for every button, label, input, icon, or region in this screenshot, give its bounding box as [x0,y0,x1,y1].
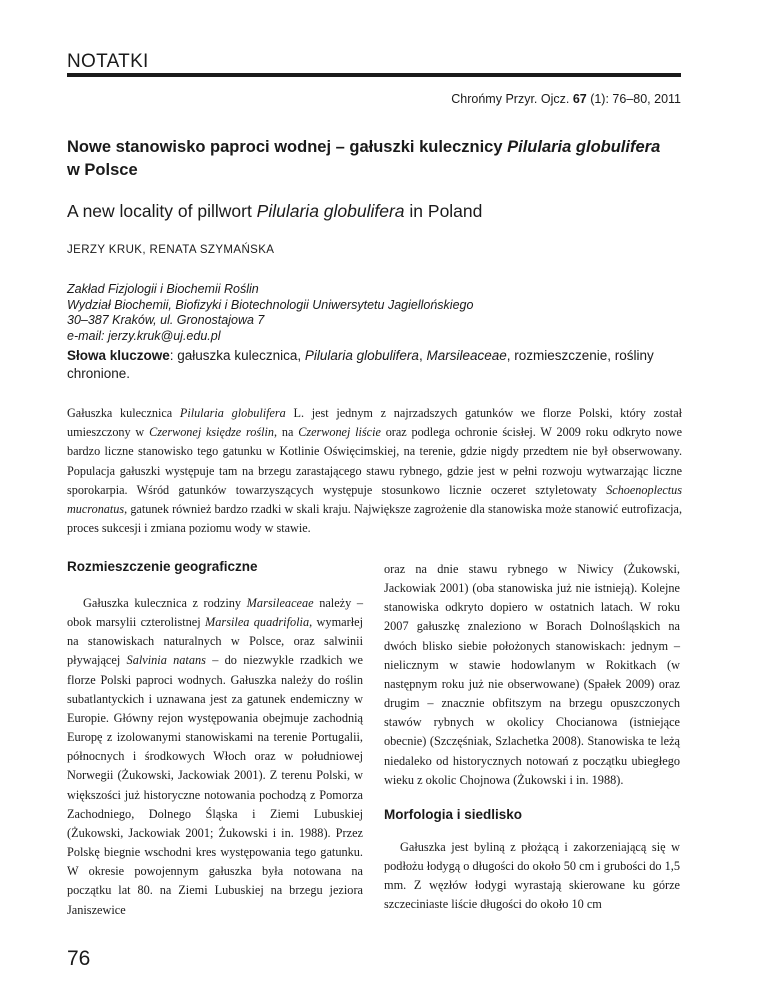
keywords-label: Słowa kluczowe [67,348,170,363]
paragraph-text: – do niezwykle rzadkich we florze Polski paproci wodnych. Gałuszka należy do roślin subatlantyckich i uznawana jest za gatunek endemiczny w Europie. Główny rejon występowania obejmuje zachodnią Europę z izolowanymi stanowiskami na terenie Portugalii, północnych i środkowych Włoch oraz w południowej Norwegii (Żukowski, Jackowiak 2001). Z terenu Polski, w większości już historyczne notowania pochodzą z Pomorza Zachodniego, Dolnego Śląska i Ziemi Lubuskiej (Żukowski, Jackowiak 2001; Żukowski i in. 1988). Przez Polskę biegnie wschodni kres występowania tego gatunku. W okresie powojennym gałuszka była notowana na początku lat 80. na Ziemi Lubuskiej na brzegu jeziora Janiszewice [67,653,363,917]
affiliation [67,282,687,344]
column-left [67,558,363,920]
page-number: 76 [67,947,91,970]
keywords [67,347,687,383]
affiliation-line: 30–387 Kraków, ul. Gronostajowa 7 [67,313,265,327]
abstract-text: Gałuszka kulecznica [67,406,180,420]
column-right [384,560,680,915]
citation-volume: 67 [572,92,587,106]
paragraph: Gałuszka jest byliną z płożącą i zakorzeniającą się w podłożu łodygą o długości do około 50 cm i grubości do 1,5 mm. Z węzłów łodygi wyrastają skierowane ku górze szczeciniaste liście długości do około 10 cm [384,839,680,912]
keywords-text: , [418,348,427,363]
citation-prefix: Chrońmy Przyr. Ojcz. [451,92,573,106]
abstract-text: L. jest jednym z najrzadszych gatunków we florze Polski, który został umieszczony w [67,406,682,440]
email-line: e-mail: jerzy.kruk@uj.edu.pl [67,328,221,343]
keywords-text: : gałuszka kulecznica, [169,348,305,363]
header-rule [67,73,681,77]
title-en-suffix: in Poland [404,201,483,221]
title-pl-text: Nowe stanowisko paproci wodnej – gałuszki kulecznicy [67,138,508,156]
abstract-italic: Czerwonej liście [298,425,381,440]
article-title-polish [67,136,687,182]
section-heading: Rozmieszczenie geograficzne [67,559,258,574]
abstract-text: , na [274,425,299,440]
keywords-species: Pilularia globulifera [304,348,419,363]
paragraph-italic: Salvinia natans [126,653,206,668]
title-en-species: Pilularia globulifera [256,201,405,221]
keywords-family: Marsileaceae [426,348,507,363]
paragraph [67,594,363,920]
title-pl-line2: w Polsce [67,161,138,179]
title-en-text: A new locality of pillwort [67,201,257,221]
abstract-italic: Czerwonej księdze roślin [149,425,275,440]
affiliation-line: Zakład Fizjologii i Biochemii Roślin [67,282,259,296]
citation-suffix: (1): 76–80, 2011 [586,92,681,106]
title-pl-species: Pilularia globulifera [507,138,661,156]
abstract-italic: Pilularia globulifera [179,406,286,420]
affiliation-line: Wydział Biochemii, Biofizyki i Biotechnologii Uniwersytetu Jagiellońskiego [67,297,474,312]
keywords-text: , rozmieszczenie, rośliny chronione. [67,348,654,381]
section-heading: Morfologia i siedlisko [384,806,523,822]
paragraph-italic: Marsileaceae [246,596,314,610]
abstract-italic: Schoenoplectus mucronatus [67,482,682,517]
paragraph-text: należy – obok marsylii czterolistnej [67,596,364,630]
paragraph-text: Gałuszka kulecznica z rodziny [83,596,247,610]
abstract-text: , gatunek również bardzo rzadki w skali kraju. Największe zagrożenie dla stanowiska może stanowić eutrofizacja, proces sukcesji i zmiana poziomu wody w stawie. [67,502,682,536]
paragraph-text: , wymarłej na stanowiskach naturalnych w Polsce, oraz salwinii pływającej [67,615,363,668]
abstract [67,404,682,538]
paragraph: oraz na dnie stawu rybnego w Niwicy (Żukowski, Jackowiak 2001) (oba stanowiska już nie istnieją). Kolejne stanowiska odkryto dopiero w ostatnich latach. W roku 2007 gałuszkę znaleziono w Borach Dolnośląskich na dwóch blisko siebie położonych stanowiskach: jednym – nielicznym w stawie hodowlanym w Rokitkach (w następnym roku już nie obserwowane) (Spałek 2009) oraz drugim – znacznie obfitszym na brzegu opuszczonych stawów rybnych w okolicy Chocianowa (istniejące obecnie) (Szczęśniak, Szlachetka 2008). Stanowiska te leżą niedaleko od historycznych notowań z początku ubiegłego wieku z okolic Chojnowa (Żukowski i in. 1988). [384,562,680,787]
paragraph-italic: Marsilea quadrifolia [205,615,310,630]
article-title-english [67,201,687,222]
journal-citation [451,92,681,106]
section-label: NOTATKI [67,51,149,72]
authors: JERZY KRUK, RENATA SZYMAŃSKA [67,244,275,256]
abstract-text: oraz podlega ochronie ścisłej. W 2009 roku odkryto nowe bardzo liczne stanowisko tego gatunku w Kotlinie Oświęcimskiej, na terenie, gdzie nigdy przedtem nie był obserwowany. Populacja gałuszki występuje tam na brzegu zarastającego stawu rybnego, gdzie jest w pełni rozwoju wytwarzając liczne sporokarpia. Wśród gatunków towarzyszących występuje stosunkowo licznie oczeret sztyletowaty [67,425,682,497]
